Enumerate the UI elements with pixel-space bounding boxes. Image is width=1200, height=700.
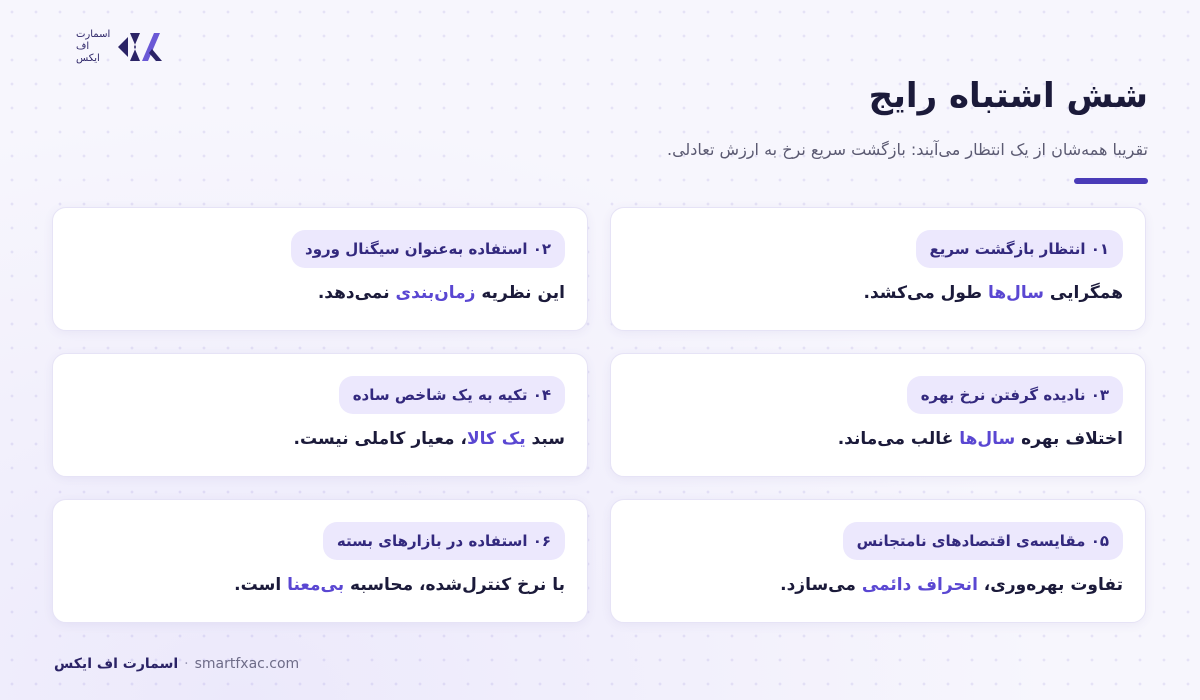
card-title: ۰۵ مقایسه‌ی اقتصادهای نامتجانس (843, 522, 1123, 560)
desc-text: این نظریه (475, 283, 565, 303)
desc-text: است. (234, 575, 288, 595)
mistake-card-03 (610, 353, 1146, 477)
highlight-text: سال‌ها (959, 429, 1016, 449)
card-description (838, 429, 1123, 449)
desc-text: ، معیار کاملی نیست. (293, 429, 467, 449)
desc-text: سبد (525, 429, 565, 449)
desc-text: اختلاف بهره (1015, 429, 1123, 449)
card-description (294, 429, 566, 449)
highlight-text: سال‌ها (987, 283, 1045, 303)
footer-brand-name: اسمارت اف ایکس (54, 656, 179, 672)
logo-line: اسمارت (76, 29, 111, 40)
brand-mark-icon (114, 27, 166, 67)
highlight-text: یک کالا (466, 429, 526, 449)
highlight-text: زمان‌بندی (395, 283, 476, 303)
desc-text: نمی‌دهد. (317, 283, 396, 303)
logo-line: ایکس (76, 53, 100, 64)
mistake-card-01 (610, 207, 1146, 331)
desc-text: غالب می‌ماند. (837, 429, 960, 449)
mistake-card-04 (52, 353, 588, 477)
mistake-card-02 (52, 207, 588, 331)
mistake-card-06 (52, 499, 588, 623)
highlight-text: انحراف دائمی (861, 575, 978, 595)
card-description (864, 283, 1123, 303)
logo-line: اف (76, 41, 90, 52)
card-title: ۰۱ انتظار بازگشت سریع (916, 230, 1123, 268)
card-description (318, 283, 565, 303)
desc-text: با نرخ کنترل‌شده، محاسبه (344, 575, 565, 595)
desc-text: می‌سازد. (780, 575, 862, 595)
page-title: شش اشتباه رایج (868, 76, 1148, 116)
footer (54, 656, 299, 672)
desc-text: همگرایی (1044, 283, 1123, 303)
desc-text: تفاوت بهره‌وری، (977, 575, 1123, 595)
card-description (780, 575, 1123, 595)
logo-wordmark (76, 29, 110, 65)
desc-text: طول می‌کشد. (863, 283, 988, 303)
card-title: ۰۳ نادیده گرفتن نرخ بهره (907, 376, 1123, 414)
card-title: ۰۲ استفاده به‌عنوان سیگنال ورود (291, 230, 565, 268)
title-underline (1074, 178, 1148, 184)
footer-separator: · (184, 656, 189, 672)
footer-url[interactable]: smartfxac.com (194, 656, 300, 672)
card-description (234, 575, 565, 595)
brand-logo (76, 24, 176, 70)
card-title: ۰۶ استفاده در بازارهای بسته (323, 522, 565, 560)
mistake-card-05 (610, 499, 1146, 623)
page-subtitle: تقریبا همه‌شان از یک انتظار می‌آیند: بازگشت سریع نرخ به ارزش تعادلی. (667, 140, 1148, 159)
highlight-text: بی‌معنا (287, 575, 345, 595)
card-title: ۰۴ تکیه به یک شاخص ساده (339, 376, 565, 414)
